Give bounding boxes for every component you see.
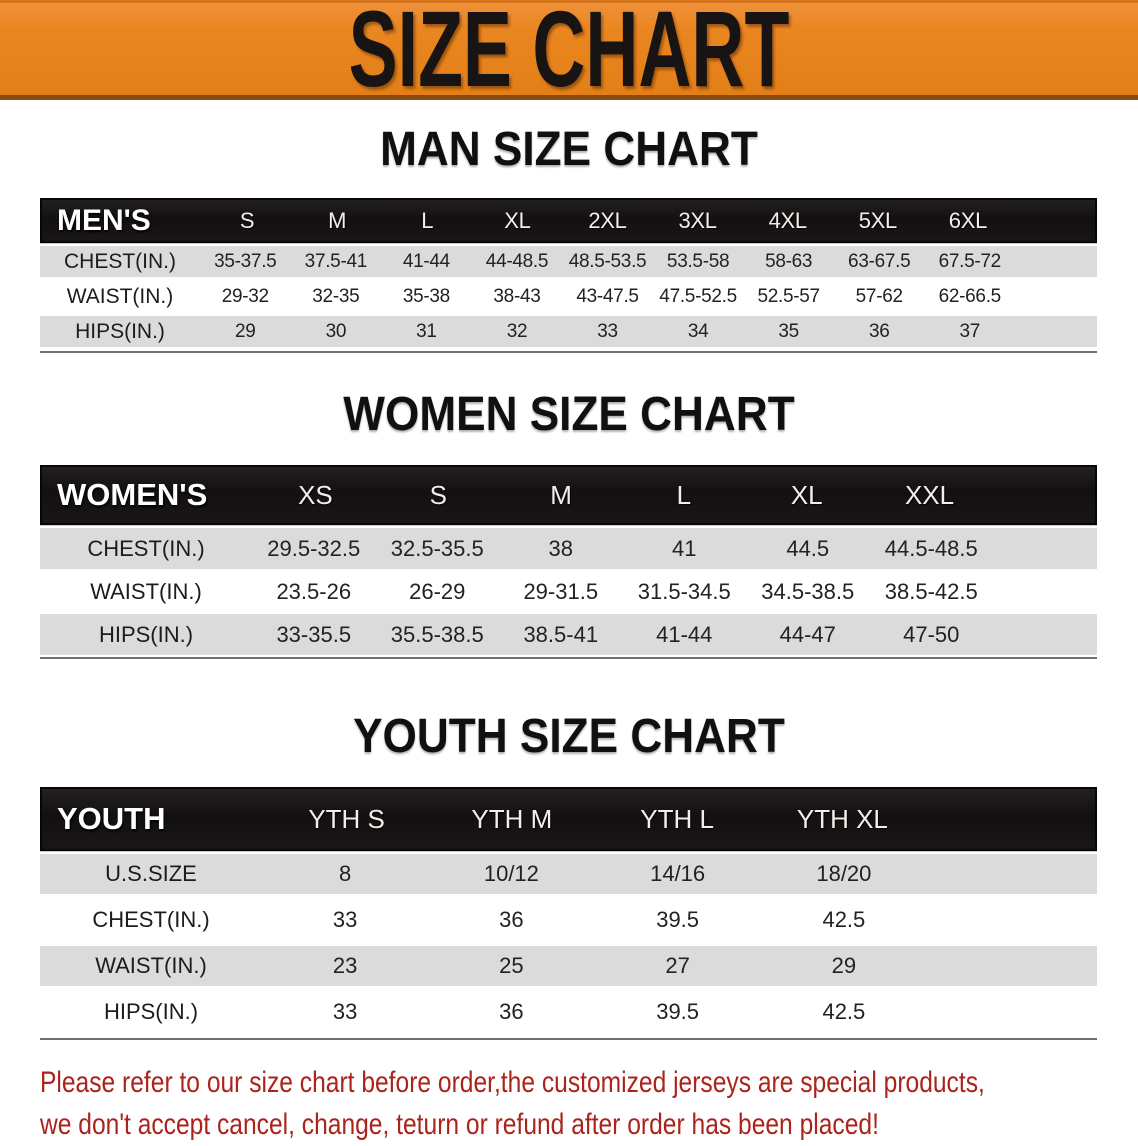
size-cell: 32.5-35.5	[390, 535, 484, 561]
size-cell: 30	[325, 320, 347, 342]
table-bottom-rule	[40, 1038, 1097, 1040]
column-header: M	[550, 479, 572, 510]
size-cell: 36	[499, 907, 524, 932]
column-header: M	[328, 207, 347, 233]
men-size-table	[40, 198, 1097, 353]
disclaimer	[40, 1062, 1138, 1146]
table-header-row	[40, 787, 1097, 851]
size-cell: 44-47	[779, 621, 836, 647]
size-cell: 48.5-53.5	[568, 250, 647, 272]
size-cell: 36	[868, 320, 890, 342]
column-header: YTH M	[471, 803, 553, 834]
table-header-row	[40, 198, 1097, 243]
size-cell: 47.5-52.5	[659, 285, 737, 307]
size-cell: 29-32	[221, 285, 269, 307]
column-header: XXL	[904, 479, 955, 510]
men-size-section	[0, 123, 1138, 353]
size-cell: 62-66.5	[938, 285, 1001, 307]
size-cell: 31.5-34.5	[637, 578, 731, 604]
size-cell: 52.5-57	[757, 285, 820, 307]
table-row	[40, 900, 1097, 940]
size-cell: 33-35.5	[276, 621, 352, 647]
youth-size-section	[0, 710, 1138, 1040]
row-label: WAIST(IN.)	[95, 953, 207, 978]
row-label: CHEST(IN.)	[92, 907, 210, 932]
size-cell: 35-37.5	[214, 250, 277, 272]
table-row	[40, 528, 1097, 569]
size-cell: 58-63	[765, 250, 813, 272]
size-cell: 26-29	[409, 578, 466, 604]
table-row	[40, 854, 1097, 894]
table-header-row	[40, 465, 1097, 525]
size-cell: 33	[332, 907, 358, 932]
table-corner-label: MEN'S	[57, 203, 151, 237]
size-cell: 29	[235, 320, 256, 342]
size-cell: 29	[831, 953, 857, 978]
size-cell: 35-38	[402, 285, 450, 307]
column-header: 2XL	[588, 207, 627, 233]
column-header: S	[239, 207, 255, 233]
women-section-heading: WOMEN SIZE CHART	[343, 388, 795, 441]
size-cell: 33	[332, 999, 358, 1024]
size-cell: 35	[778, 320, 799, 342]
size-cell: 23	[332, 953, 358, 978]
size-cell: 25	[499, 953, 524, 978]
column-header: 4XL	[768, 207, 807, 233]
size-cell: 14/16	[650, 861, 706, 886]
size-cell: 44.5	[786, 535, 830, 561]
column-header: 5XL	[858, 207, 897, 233]
column-header: S	[429, 479, 447, 510]
row-label: CHEST(IN.)	[64, 249, 176, 273]
row-label: CHEST(IN.)	[87, 535, 205, 561]
size-cell: 47-50	[903, 621, 960, 647]
column-header: YTH XL	[796, 803, 888, 834]
row-label: HIPS(IN.)	[75, 319, 165, 343]
women-size-section	[0, 388, 1138, 659]
column-header: YTH L	[640, 803, 714, 834]
size-cell: 27	[665, 953, 690, 978]
size-cell: 57-62	[855, 285, 903, 307]
size-cell: 67.5-72	[938, 250, 1001, 272]
size-cell: 38	[548, 535, 573, 561]
size-cell: 32	[506, 320, 528, 342]
size-cell: 43-47.5	[576, 285, 639, 307]
size-cell: 44.5-48.5	[884, 535, 978, 561]
size-cell: 32-35	[312, 285, 360, 307]
size-cell: 38.5-41	[523, 621, 599, 647]
women-size-table	[40, 465, 1097, 659]
size-cell: 37.5-41	[304, 250, 368, 272]
disclaimer-line-2: we don't accept cancel, change, teturn or refund after order has been placed!	[40, 1108, 879, 1141]
table-row	[40, 571, 1097, 612]
column-header: XS	[298, 479, 333, 510]
column-header: XL	[504, 207, 531, 233]
size-cell: 53.5-58	[666, 250, 730, 272]
table-row	[40, 946, 1097, 986]
column-header: L	[676, 479, 692, 510]
banner-title: SIZE CHART	[348, 0, 790, 100]
size-cell: 29-31.5	[523, 578, 599, 604]
table-bottom-rule	[40, 351, 1097, 353]
table-corner-label: WOMEN'S	[57, 477, 208, 512]
column-header: XL	[790, 479, 823, 510]
disclaimer-line-1: Please refer to our size chart before order,the customized jerseys are special products,	[40, 1066, 985, 1099]
size-cell: 34	[687, 320, 709, 342]
size-cell: 39.5	[656, 999, 700, 1024]
size-cell: 33	[597, 320, 618, 342]
size-cell: 41-44	[656, 621, 713, 647]
size-cell: 44-48.5	[485, 250, 549, 272]
men-section-heading: MAN SIZE CHART	[380, 123, 758, 176]
size-cell: 42.5	[822, 999, 866, 1024]
table-row	[40, 614, 1097, 655]
size-cell: 41-44	[402, 250, 450, 272]
size-cell: 38-43	[493, 285, 541, 307]
row-label: WAIST(IN.)	[66, 284, 174, 308]
size-cell: 37	[959, 320, 981, 342]
table-row	[40, 246, 1097, 277]
size-cell: 42.5	[822, 907, 866, 932]
size-cell: 34.5-38.5	[761, 578, 855, 604]
table-row	[40, 992, 1097, 1032]
banner	[0, 0, 1138, 100]
row-label: HIPS(IN.)	[98, 621, 194, 647]
table-corner-label: YOUTH	[57, 801, 166, 836]
row-label: WAIST(IN.)	[90, 578, 202, 604]
size-cell: 41	[672, 535, 697, 561]
table-row	[40, 281, 1097, 312]
youth-size-table	[40, 787, 1097, 1040]
table-row	[40, 316, 1097, 347]
size-cell: 38.5-42.5	[884, 578, 978, 604]
column-header: L	[421, 207, 434, 233]
size-cell: 63-67.5	[848, 250, 911, 272]
column-header: YTH S	[308, 803, 385, 834]
size-cell: 31	[416, 320, 437, 342]
size-cell: 18/20	[816, 861, 872, 886]
column-header: 3XL	[678, 207, 717, 233]
table-bottom-rule	[40, 657, 1097, 659]
size-cell: 36	[499, 999, 524, 1024]
size-cell: 10/12	[483, 861, 539, 886]
row-label: U.S.SIZE	[105, 861, 197, 886]
size-cell: 35.5-38.5	[390, 621, 484, 647]
column-header: 6XL	[948, 207, 988, 233]
size-cell: 8	[339, 861, 352, 886]
size-cell: 29.5-32.5	[267, 535, 361, 561]
row-label: HIPS(IN.)	[103, 999, 199, 1024]
size-cell: 39.5	[656, 907, 700, 932]
size-cell: 23.5-26	[276, 578, 352, 604]
youth-section-heading: YOUTH SIZE CHART	[353, 710, 785, 763]
